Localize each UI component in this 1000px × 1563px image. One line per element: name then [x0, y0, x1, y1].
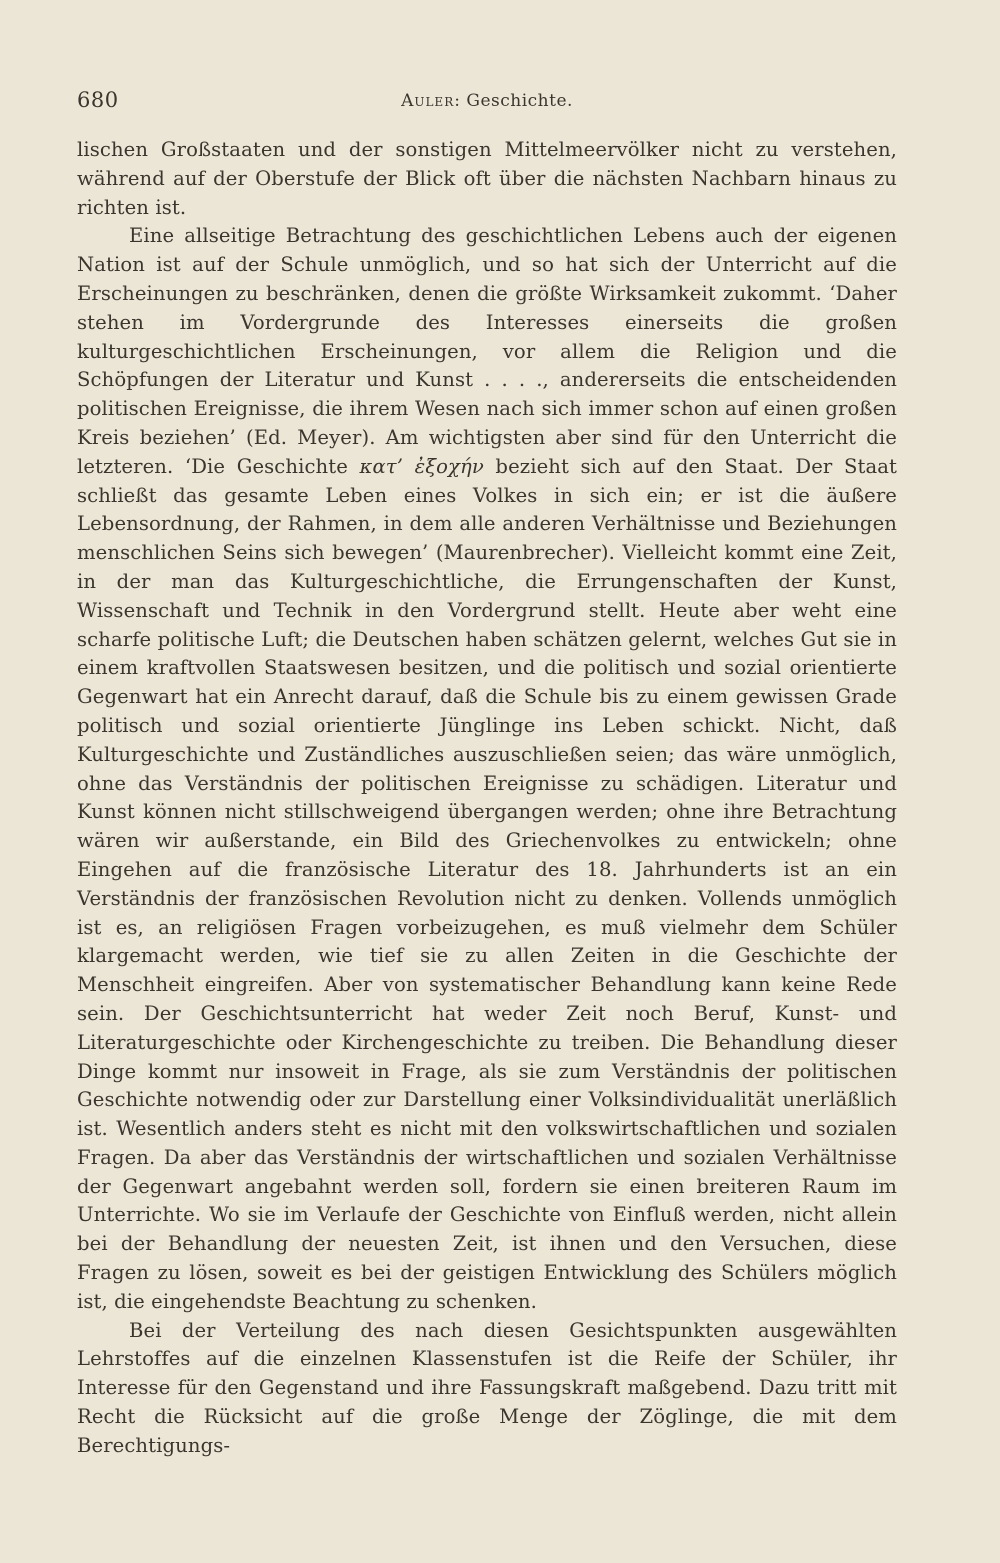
- paragraph-text: Eine allseitige Betrachtung des geschichtlichen Lebens auch der eigenen Nation ist auf der Schule unmöglich, und so hat sich der Unterricht auf die Erscheinungen zu beschränken, denen die größte Wirksamkeit zukommt. ‘Daher stehen im Vordergrunde des Interesses einerseits die großen kulturgeschichtlichen Erscheinungen, vor allem die Religion und die Schöpfungen der Literatur und Kunst . . . ., andererseits die entscheidenden politischen Ereignisse, die ihrem Wesen nach sich immer schon auf einen großen Kreis beziehen’ (Ed. Meyer). Am wichtigsten aber sind für den Unterricht die letzteren. ‘Die Geschichte: [77, 224, 897, 478]
- paragraph-text: bezieht sich auf den Staat. Der Staat schließt das gesamte Leben eines Volkes in sich ein; er ist die äußere Lebensordnung, der Rahmen, in dem alle anderen Verhältnisse und Beziehungen menschlichen Seins sich bewegen’ (Maurenbrecher). Vielleicht kommt eine Zeit, in der man das Kulturgeschichtliche, die Errungenschaften der Kunst, Wissenschaft und Technik in den Vordergrund stellt. Heute aber weht eine scharfe politische Luft; die Deutschen haben schätzen gelernt, welches Gut sie in einem kraftvollen Staatswesen besitzen, und die politisch und sozial orientierte Gegenwart hat ein Anrecht darauf, daß die Schule bis zu einem gewissen Grade politisch und sozial orientierte Jünglinge ins Leben schickt. Nicht, daß Kulturgeschichte und Zuständliches auszuschließen seien; das wäre unmöglich, ohne das Verständnis der politischen Ereignisse zu schädigen. Literatur und Kunst können nicht stillschweigend übergangen werden; ohne ihre Betrachtung wären wir außerstande, ein Bild des Griechenvolkes zu entwickeln; ohne Eingehen auf die französische Literatur des 18. Jahrhunderts ist an ein Verständnis der französischen Revolution nicht zu denken. Vollends unmöglich ist es, an religiösen Fragen vorbeizugehen, es muß vielmehr dem Schüler klargemacht werden, wie tief sie zu allen Zeiten in die Geschichte der Menschheit eingreifen. Aber von systematischer Behandlung kann keine Rede sein. Der Geschichtsunterricht hat weder Zeit noch Beruf, Kunst- und Literaturgeschichte oder Kirchengeschichte zu treiben. Die Behandlung dieser Dinge kommt nur insoweit in Frage, als sie zum Verständnis der politischen Geschichte notwendig oder zur Darstellung einer Volksindividualität unerläßlich ist. Wesentlich anders steht es nicht mit den volkswirtschaftlichen und sozialen Fragen. Da aber das Verständnis der wirtschaftlichen und sozialen Verhältnisse der Gegenwart angebahnt werden soll, fordern sie einen breiteren Raum im Unterrichte. Wo sie im Verlaufe der Geschichte von Einfluß werden, nicht allein bei der Behandlung der neuesten Zeit, ist ihnen und den Versuchen, diese Fragen zu lösen, soweit es bei der geistigen Entwicklung des Schülers möglich ist, die eingehendste Beachtung zu schenken.: [77, 454, 898, 1313]
- paragraph-2: [77, 222, 897, 1316]
- body-text: [77, 136, 897, 1461]
- paragraph-1: [77, 136, 897, 222]
- greek-phrase: κατ’ ἐξοχήν: [359, 454, 484, 478]
- paragraph-text: Bei der Verteilung des nach diesen Gesichtspunkten ausgewählten Lehrstoffes auf die einzelnen Klassenstufen ist die Reife der Schüler, ihr Interesse für den Gegenstand und ihre Fassungskraft maßgebend. Dazu tritt mit Recht die Rücksicht auf die große Menge der Zöglinge, die mit dem Berechtigungs-: [77, 1318, 897, 1457]
- paragraph-3: [77, 1317, 897, 1461]
- page-header: [77, 88, 897, 118]
- page-number: 680: [77, 88, 119, 112]
- running-head-title: Geschichte.: [466, 91, 573, 111]
- running-head-separator: :: [454, 91, 467, 111]
- running-head: [77, 91, 897, 111]
- running-head-author: Auler: [401, 91, 455, 111]
- paragraph-text: lischen Großstaaten und der sonstigen Mittelmeervölker nicht zu verstehen, während auf der Oberstufe der Blick oft über die nächsten Nachbarn hinaus zu richten ist.: [77, 138, 897, 219]
